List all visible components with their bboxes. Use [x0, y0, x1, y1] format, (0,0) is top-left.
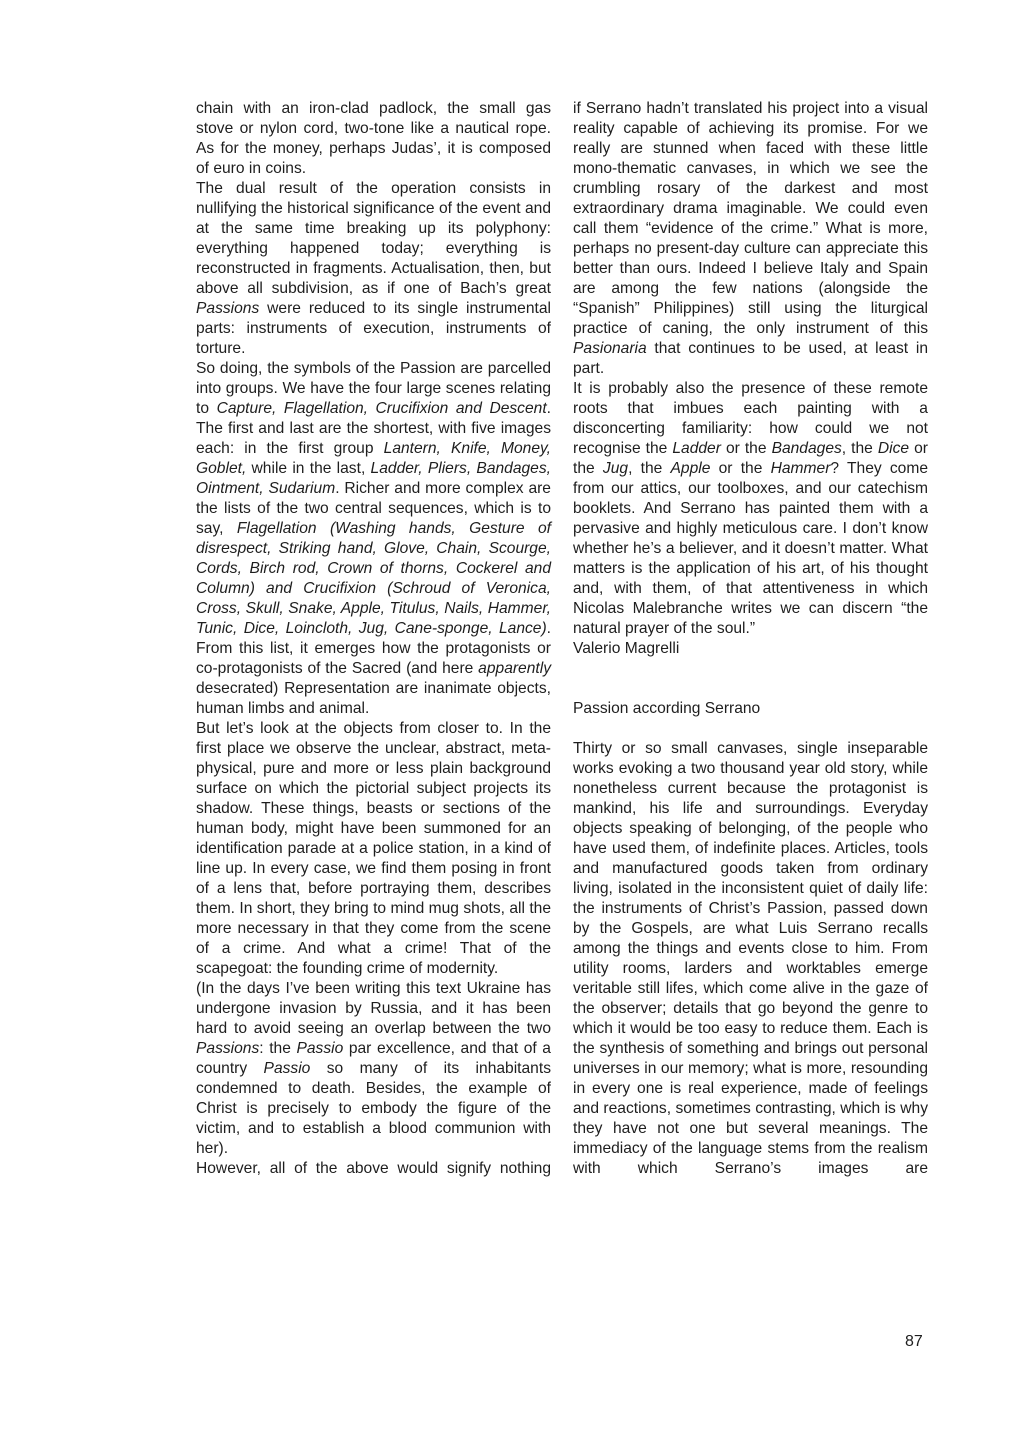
paragraph: if Serrano hadn’t translated his project into a visual reality capable of achieving its promise. For we really are stunned when faced with these little mono-thematic canvases, in which we see the crumbling rosary of the darkest and most extraordinary drama imaginable. We could even call them “evidence of the crime.” What is more, perhaps no present-day culture can appreciate this better than ours. Indeed I believe Italy and Spain are among the few nations (alongside the “Spanish” Philippines) still using the liturgical practice of caning, the only instrument of this Pasionaria that continues to be used, at least in part.: [573, 100, 928, 377]
author-signature: Valerio Magrelli: [573, 640, 680, 657]
paragraph: (In the days I’ve been writing this text Ukraine has undergone invasion by Russia, and it has been hard to avoid seeing an overlap between the two Passions: the Passio par excellence, and that of a country Passio so many of its inhabitants condemned to death. Besides, the example of Christ is precisely to embody the figure of the victim, and to establish a blood communion with her).: [196, 980, 551, 1157]
page-number: 87: [905, 1333, 923, 1350]
paragraph: It is probably also the presence of these remote roots that imbues each painting with a disconcerting familiarity: how could we not recognise the Ladder or the Bandages, the Dice or the Jug, the Apple or the Hammer? They come from our attics, our toolboxes, and our catechism booklets. And Serrano has painted them with a pervasive and highly meticulous care. I don’t know whether he’s a believer, and it doesn’t matter. What matters is the application of his art, of his thought and, with them, of that attentiveness in which Nicolas Malebranche writes we can discern “the natural prayer of the soul.”: [573, 380, 929, 637]
section-heading: Passion according Serrano: [573, 700, 761, 717]
left-column: [196, 99, 551, 1179]
section-paragraph: Thirty or so small canvases, single inseparable works evoking a two thousand year old story, while nonetheless current because the protagonist is mankind, his life and surroundings. Everyday objects speaking of belonging, of the people who have used them, of indefinite places. Articles, tools and manufactured goods taken from ordinary living, isolated in the inconsistent quiet of daily life: the instruments of Christ’s Passion, passed down by the Gospels, are what Luis Serrano recalls among the things and events close to him. From utility rooms, larders and worktables emerge veritable still lifes, which come alive in the gaze of the observer; details that go beyond the genre to which it would be too easy to reduce them. Each is the synthesis of something and brings out personal universes in our memory; what is more, resounding in every one is real experience, made of feelings and reactions, sometimes contrasting, which is why they have not one but several meanings. The immediacy of the language stems from the realism with which Serrano’s images are: [573, 740, 928, 1177]
paragraph: So doing, the symbols of the Passion are parcelled into groups. We have the four large scenes relating to Capture, Flagellation, Crucifixion and Descent. The first and last are the shortest, with five images each: in the first group Lantern, Knife, Money, Goblet, while in the last, Ladder, Pliers, Bandages, Ointment, Sudarium. Richer and more complex are the lists of the two central sequences, which is to say, Flagellation (Washing hands, Gesture of disrespect, Striking hand, Glove, Chain, Scourge, Cords, Birch rod, Crown of thorns, Cockerel and Column) and Crucifixion (Schroud of Veronica, Cross, Skull, Snake, Apple, Titulus, Nails, Hammer, Tunic, Dice, Loincloth, Jug, Cane-sponge, Lance). From this list, it emerges how the protagonists or co-protagonists of the Sacred (and here apparently desecrated) Representation are inanimate objects, human limbs and animal.: [196, 360, 551, 717]
paragraph: But let’s look at the objects from closer to. In the first place we observe the unclear, abstract, meta-physical, pure and more or less plain background surface on which the pictorial subject projects its shadow. These things, beasts or sections of the human body, might have been summoned for an identification parade at a police station, in a kind of line up. In every case, we find them posing in front of a lens that, before portraying them, describes them. In short, they bring to mind mug shots, all the more necessary in that they come from the scene of a crime. And what a crime! That of the scapegoat: the founding crime of modernity.: [196, 720, 551, 977]
paragraph: chain with an iron-clad padlock, the small gas stove or nylon cord, two-tone like a nautical rope. As for the money, perhaps Judas’, it is composed of euro in coins.: [196, 100, 551, 177]
paragraph: The dual result of the operation consists in nullifying the historical significance of the event and at the same time breaking up its polyphony: everything happened today; everything is reconstructed in fragments. Actualisation, then, but above all subdivision, as if one of Bach’s great Passions were reduced to its single instrumental parts: instruments of execution, instruments of torture.: [196, 180, 551, 357]
paragraph: However, all of the above would signify nothing: [196, 1160, 551, 1177]
right-column: [573, 99, 928, 1179]
